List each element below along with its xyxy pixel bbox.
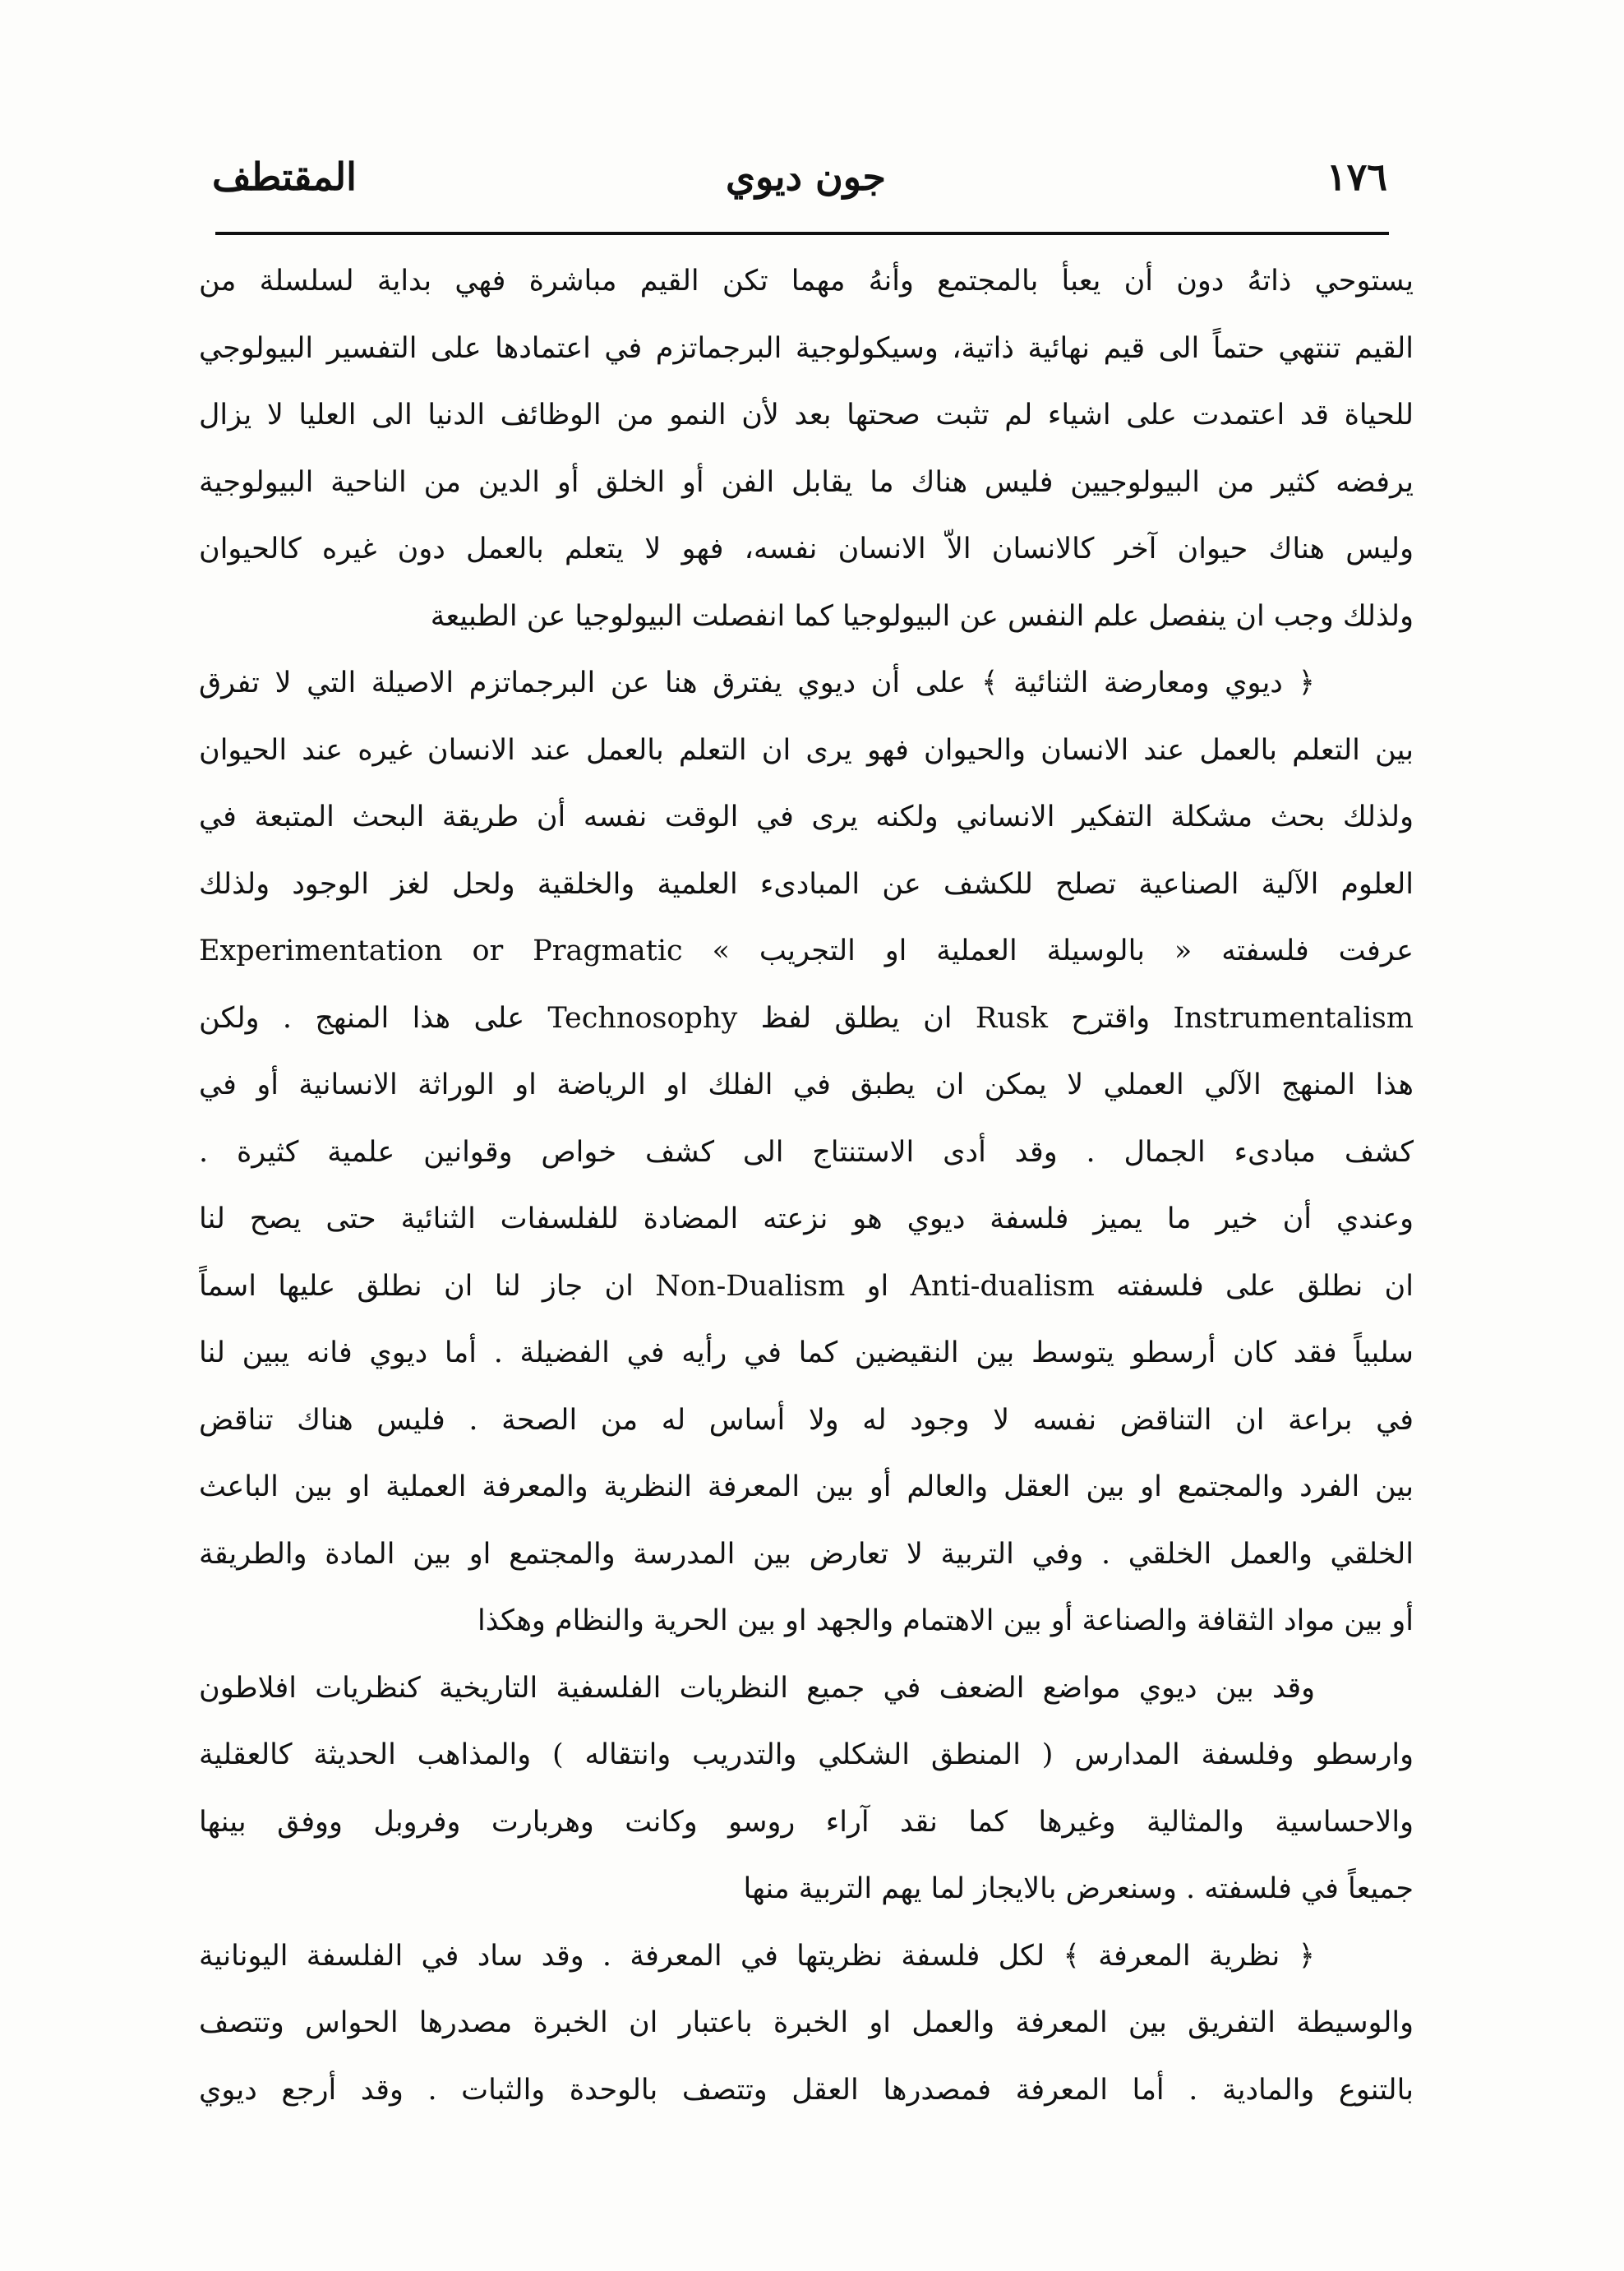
text-line: يرفضه كثير من البيولوجيين فليس هناك ما يقابل الفن أو الخلق أو الدين من الناحية البيولوجية <box>199 465 1414 499</box>
text-line: ان نطلق على فلسفته Anti-dualism او Non-Dualism ان جاز لنا ان نطلق عليها اسماً <box>199 1269 1414 1303</box>
text-line: سلبياً فقد كان أرسطو يتوسط بين النقيضين كما في رأيه في الفضيلة . أما ديوي فانه يبين لنا <box>199 1336 1414 1369</box>
text-line: ولذلك بحث مشكلة التفكير الانساني ولكنه يرى في الوقت نفسه أن طريقة البحث المتبعة في <box>199 801 1414 833</box>
page-number: ١٧٦ <box>1326 155 1387 199</box>
text-line: ولذلك وجب ان ينفصل علم النفس عن البيولوجيا كما انفصلت البيولوجيا عن الطبيعة <box>430 599 1414 633</box>
text-line: الخلقي والعمل الخلقي . وفي التربية لا تعارض بين المدرسة والمجتمع او بين المادة والطريقة <box>199 1537 1414 1571</box>
text-line: عرفت فلسفته « بالوسيلة العملية او التجريب » Experimentation or Pragmatic <box>199 935 1414 967</box>
text-line: وليس هناك حيوان آخر كالانسان الاّ الانسان نفسه، فهو لا يتعلم بالعمل دون غيره كالحيوان <box>199 533 1414 565</box>
text-line: بين التعلم بالعمل عند الانسان والحيوان فهو يرى ان التعلم بالعمل عند الانسان غيره عند الحيوان <box>199 733 1414 767</box>
text-line: العلوم الآلية الصناعية تصلح للكشف عن المبادىء العلمية والخلقية ولحل لغز الوجود ولذلك <box>199 867 1414 901</box>
header-rule <box>215 232 1389 235</box>
text-line: وارسطو وفلسفة المدارس ( المنطق الشكلي والتدريب وانتقاله ) والمذاهب الحديثة كالعقلية <box>199 1738 1414 1771</box>
text-line: والوسيطة التفريق بين المعرفة والعمل او الخبرة باعتبار ان الخبرة مصدرها الحواس وتتصف <box>199 2006 1414 2039</box>
running-title: جون ديوي <box>725 155 886 199</box>
text-line: في براعة ان التناقض نفسه لا وجود له ولا أساس له من الصحة . فليس هناك تناقض <box>199 1403 1414 1437</box>
text-line: بالتنوع والمادية . أما المعرفة فمصدرها العقل وتتصف بالوحدة والثبات . وقد أرجع ديوي <box>199 2073 1414 2107</box>
text-line: وعندي أن خير ما يميز فلسفة ديوي هو نزعته المضادة للفلسفات الثنائية حتى يصح لنا <box>199 1202 1414 1235</box>
text-line: بين الفرد والمجتمع او بين العقل والعالم أو بين المعرفة النظرية والمعرفة العملية او بين الباعث <box>199 1470 1414 1503</box>
journal-name: المقتطف <box>212 155 357 199</box>
page-header <box>212 144 1387 210</box>
text-line: للحياة قد اعتمدت على اشياء لم تثبت صحتها بعد لأن النمو من الوظائف الدنيا الى العليا لا يزال <box>199 399 1414 432</box>
text-line: وقد بين ديوي مواضع الضعف في جميع النظريات الفلسفية التاريخية كنظريات افلاطون <box>199 1671 1315 1705</box>
text-line: يستوحي ذاتهُ دون أن يعبأ بالمجتمع وأنهُ مهما تكن القيم مباشرة فهي بداية لسلسلة من <box>199 265 1414 298</box>
text-line: أو بين مواد الثقافة والصناعة أو بين الاهتمام والجهد او بين الحرية والنظام وهكذا <box>478 1604 1414 1637</box>
text-line: Instrumentalism واقترح Rusk ان يطلق لفظ Technosophy على هذا المنهج . ولكن <box>199 1001 1414 1035</box>
text-line: هذا المنهج الآلي العملي لا يمكن ان يطبق في الفلك او الرياضة او الوراثة الانسانية أو في <box>199 1069 1414 1101</box>
text-line: والاحساسية والمثالية وغيرها كما نقد آراء روسو وكانت وهربارت وفروبل ووفق بينها <box>199 1805 1414 1839</box>
text-line: القيم تنتهي حتماً الى قيم نهائية ذاتية، وسيكولوجية البرجماتزم في اعتمادها على التفسير البيولوجي <box>199 331 1414 365</box>
section-heading-line: ﴿ نظرية المعرفة ﴾ لكل فلسفة نظريتها في المعرفة . وقد ساد في الفلسفة اليونانية <box>199 1939 1315 1973</box>
section-heading-line: ﴿ ديوي ومعارضة الثنائية ﴾ على أن ديوي يفترق هنا عن البرجماتزم الاصيلة التي لا تفرق <box>199 667 1315 699</box>
text-line: كشف مبادىء الجمال . وقد أدى الاستنتاج الى كشف خواص وقوانين علمية كثيرة . <box>199 1135 1414 1169</box>
body-text <box>199 248 1414 2124</box>
text-line: جميعاً في فلسفته . وسنعرض بالايجاز لما يهم التربية منها <box>743 1872 1414 1905</box>
